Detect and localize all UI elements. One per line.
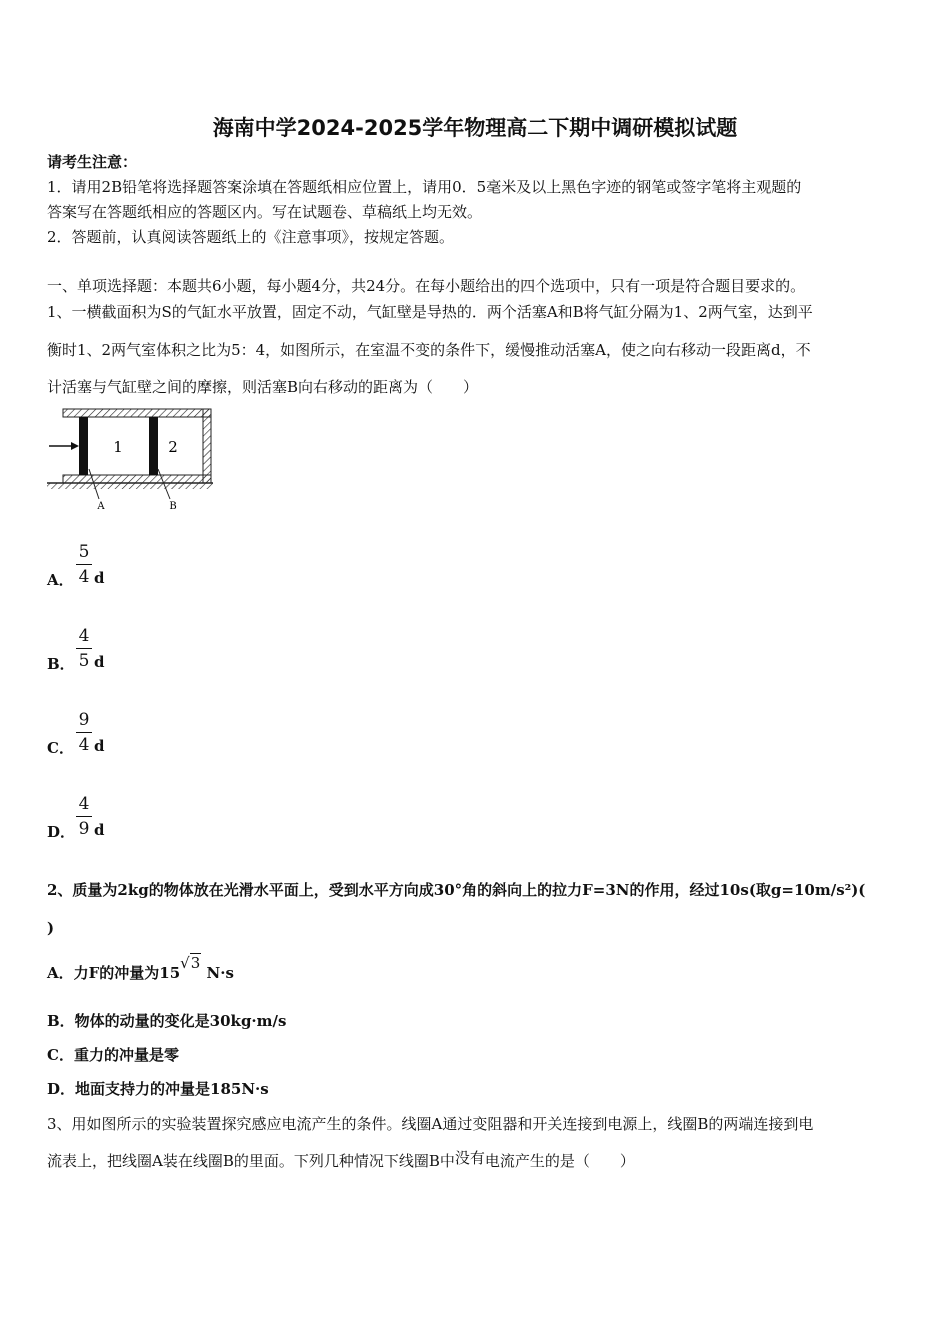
cylinder-figure: [45, 403, 217, 513]
cylinder-top-wall: [63, 409, 211, 417]
q1-line-1: 1、一横截面积为S的气缸水平放置，固定不动，气缸壁是导热的．两个活塞A和B将气缸分隔为1、2两气室，达到平: [47, 303, 813, 321]
q1-option-b-suffix: d: [94, 653, 105, 671]
q3-line-1: 3、用如图所示的实验装置探究感应电流产生的条件。线圈A通过变阻器和开关连接到电源上，线圈B的两端连接到电: [47, 1115, 814, 1133]
q2-option-a-post: N·s: [206, 964, 234, 982]
q1-option-d-fraction: 4 9: [76, 794, 92, 840]
cylinder-bottom-wall: [63, 475, 211, 483]
push-arrowhead: [71, 442, 79, 450]
q1-line-2: 衡时1、2两气室体积之比为5：4，如图所示，在室温不变的条件下，缓慢推动活塞A，使之向右移动一段距离d，不: [47, 341, 811, 359]
notice-line-1b: 答案写在答题纸相应的答题区内。写在试题卷、草稿纸上均无效。: [47, 203, 483, 221]
ground: [47, 483, 213, 489]
q3-line-2: 流表上，把线圈A装在线圈B的里面。下列几种情况下线圈B中没有电流产生的是（ ）: [47, 1149, 635, 1170]
q1-option-b-label: B．: [47, 655, 75, 673]
page-title: 海南中学2024-2025学年物理高二下期中调研模拟试题: [212, 116, 738, 140]
q1-option-b-fraction: 4 5: [76, 626, 92, 672]
sqrt-symbol: √3: [180, 954, 201, 972]
notice-heading: 请考生注意：: [47, 153, 138, 171]
q1-option-c-suffix: d: [94, 737, 105, 755]
q1-option-d-suffix: d: [94, 821, 105, 839]
q1-option-a-fraction: 5 4: [76, 542, 92, 588]
piston-a: [79, 417, 88, 475]
q1-line-3: 计活塞与气缸壁之间的摩擦，则活塞B向右移动的距离为（ ）: [47, 378, 479, 396]
section-heading: 一、单项选择题：本题共6小题，每小题4分，共24分。在每小题给出的四个选项中，只有一项是符合题目要求的。: [47, 277, 806, 295]
notice-line-1a: 1．请用2B铅笔将选择题答案涂填在答题纸相应位置上，请用0．5毫米及以上黑色字迹的钢笔或签字笔将主观题的: [47, 178, 802, 196]
q2-option-b: B．物体的动量的变化是30kg·m/s: [47, 1012, 287, 1030]
chamber-1-label: 1: [113, 438, 123, 456]
q2-option-d: D．地面支持力的冲量是185N·s: [47, 1080, 269, 1098]
cylinder-right-wall: [203, 409, 211, 483]
q2-option-a: [47, 954, 234, 983]
piston-a-label: A: [97, 501, 105, 512]
q1-option-d-label: D．: [47, 823, 76, 841]
piston-b: [149, 417, 158, 475]
notice-line-2: 2．答题前，认真阅读答题纸上的《注意事项》，按规定答题。: [47, 228, 455, 246]
q1-option-a-label: A．: [47, 571, 74, 589]
q1-option-c-fraction: 9 4: [76, 710, 92, 756]
q2-line-2: ): [47, 919, 55, 937]
q1-option-a-suffix: d: [94, 569, 105, 587]
q2-line-1: 2、质量为2kg的物体放在光滑水平面上，受到水平方向成30°角的斜向上的拉力F=3N的作用，经过10s(取g=10m/s²)(: [47, 881, 866, 899]
q2-option-a-pre: A．力F的冲量为15: [47, 964, 181, 982]
piston-b-label: B: [169, 501, 177, 512]
q3-emphasis: 没有: [454, 1149, 485, 1167]
q2-option-c: C．重力的冲量是零: [47, 1046, 179, 1064]
chamber-2-label: 2: [168, 438, 178, 456]
q1-option-c-label: C．: [47, 739, 74, 757]
